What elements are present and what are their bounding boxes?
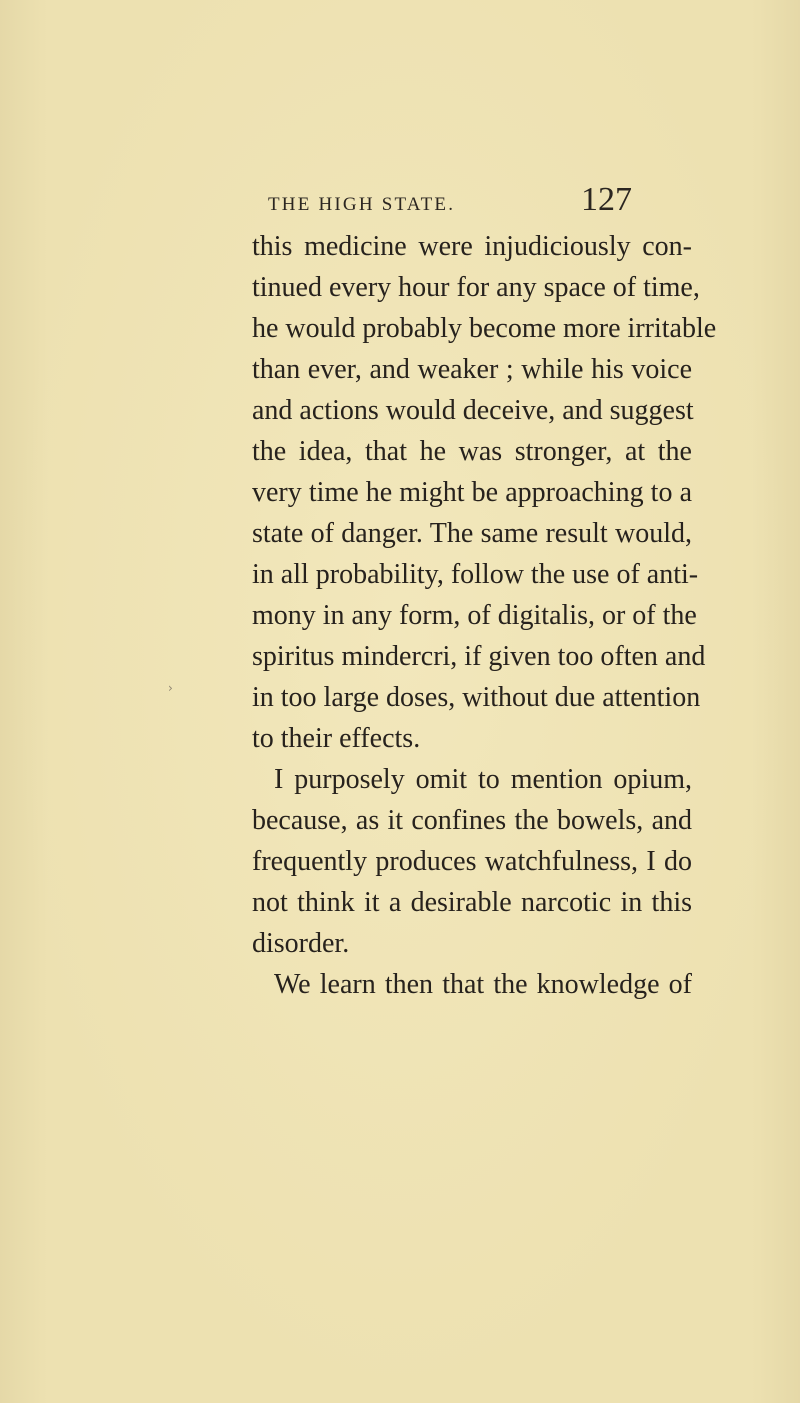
text-line: state of danger. The same result would, [252,518,692,549]
text-line: not think it a desirable narcotic in this [252,887,692,918]
page-header [268,178,688,228]
margin-mark: › [168,681,173,695]
text-line: frequently produces watchfulness, I do [252,846,692,877]
text-line: disorder. [252,928,350,959]
text-line: and actions would deceive, and suggest [252,395,694,426]
text-line: than ever, and weaker ; while his voice [252,354,692,385]
text-line: in too large doses, without due attention [252,682,701,713]
body-text [252,226,717,1005]
text-line: in all probability, follow the use of anti- [252,559,699,590]
running-head: THE HIGH STATE. [268,194,456,215]
page-number: 127 [581,181,632,218]
text-line: tinued every hour for any space of time, [252,272,700,303]
text-line: the idea, that he was stronger, at the [252,436,692,467]
text-line: because, as it confines the bowels, and [252,805,692,836]
text-line: We learn then that the knowledge of [274,969,692,1000]
text-line: I purposely omit to mention opium, [274,764,692,795]
text-line: he would probably become more irritable [252,313,717,344]
text-line: spiritus mindercri, if given too often and [252,641,706,672]
text-line: to their effects. [252,723,421,754]
text-line: very time he might be approaching to a [252,477,692,508]
text-line: this medicine were injudiciously con- [252,231,692,262]
text-line: mony in any form, of digitalis, or of the [252,600,697,631]
